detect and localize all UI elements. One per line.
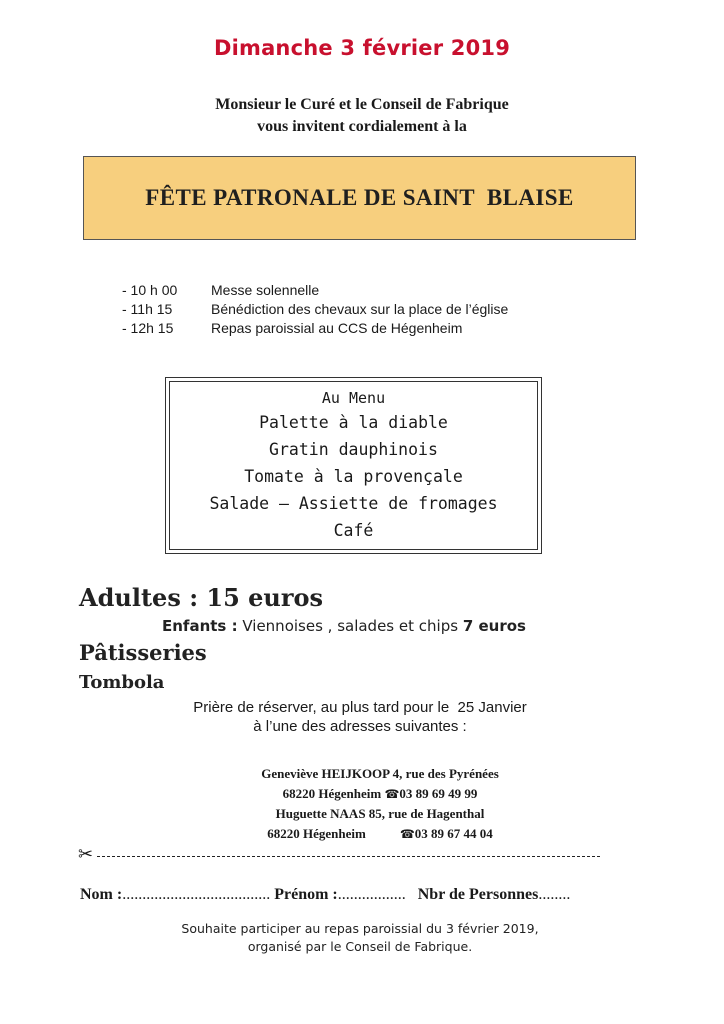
telephone-icon: ☎ <box>384 787 400 801</box>
prenom-field[interactable]: ................. <box>337 886 406 903</box>
nbr-personnes-label: Nbr de Personnes <box>405 886 539 903</box>
invitation-line-2: vous invitent cordialement à la <box>257 118 467 135</box>
invitation-line-1: Monsieur le Curé et le Conseil de Fabrique <box>215 96 509 113</box>
footer-line-2: organisé par le Conseil de Fabrique. <box>247 939 473 954</box>
contact-city: 68220 Hégenheim <box>267 826 366 841</box>
children-amount: 7 euros <box>462 617 526 635</box>
contact-phone: 03 89 69 49 99 <box>399 786 478 801</box>
contact-line <box>230 824 530 844</box>
event-title: FÊTE PATRONALE DE SAINT BLAISE <box>145 185 574 210</box>
tombola-heading: Tombola <box>79 672 165 693</box>
schedule-row <box>122 319 508 338</box>
schedule-time: - 12h 15 <box>122 320 174 336</box>
contact-addresses <box>230 764 530 844</box>
menu-title: Au Menu <box>321 389 386 407</box>
reservation-line-1: Prière de réserver, au plus tard pour le 25 Janvier <box>193 699 527 716</box>
event-date: Dimanche 3 février 2019 <box>213 36 511 60</box>
children-label: Enfants : <box>162 617 238 635</box>
contact-phone: 03 89 67 44 04 <box>414 826 493 841</box>
menu-content <box>169 381 538 550</box>
registration-form <box>80 886 570 904</box>
nom-field[interactable]: ..................................... <box>122 886 271 903</box>
cut-line <box>78 846 600 864</box>
nom-label: Nom : <box>80 886 123 903</box>
patisseries-heading: Pâtisseries <box>79 640 207 665</box>
menu-item: Salade – Assiette de fromages <box>209 494 498 513</box>
schedule-event: Repas paroissial au CCS de Hégenheim <box>211 320 463 336</box>
invitation-text <box>0 94 724 138</box>
contact-city: 68220 Hégenheim <box>282 786 385 801</box>
reservation-notice <box>170 698 550 736</box>
schedule-event: Messe solennelle <box>211 282 320 298</box>
reservation-line-2: à l’une des adresses suivantes : <box>253 718 467 735</box>
menu-item: Tomate à la provençale <box>244 467 463 486</box>
menu-item: Gratin dauphinois <box>269 440 438 459</box>
menu-item: Café <box>333 521 374 540</box>
menu-item: Palette à la diable <box>259 413 448 432</box>
adult-price: Adultes : 15 euros <box>79 583 324 612</box>
nbr-personnes-field[interactable]: ........ <box>538 886 571 903</box>
scissors-icon: ✂ <box>78 844 94 865</box>
schedule-row <box>122 300 508 319</box>
schedule-event: Bénédiction des chevaux sur la place de l’église <box>211 301 509 317</box>
telephone-icon: ☎ <box>399 827 415 841</box>
event-banner <box>83 156 636 240</box>
schedule-time: - 11h 15 <box>122 301 173 317</box>
prenom-label: Prénom : <box>270 886 338 903</box>
schedule-time: - 10 h 00 <box>122 282 178 298</box>
contact-line <box>230 784 530 804</box>
children-price <box>162 617 526 635</box>
children-description: Viennoises , salades et chips <box>237 617 463 635</box>
menu-box <box>165 377 542 554</box>
footer-text <box>160 920 560 956</box>
contact-line: Geneviève HEIJKOOP 4, rue des Pyrénées <box>261 766 499 781</box>
schedule-list <box>122 281 508 338</box>
contact-line: Huguette NAAS 85, rue de Hagenthal <box>275 806 485 821</box>
dashed-divider <box>97 856 600 857</box>
schedule-row <box>122 281 508 300</box>
footer-line-1: Souhaite participer au repas paroissial du 3 février 2019, <box>181 921 539 936</box>
